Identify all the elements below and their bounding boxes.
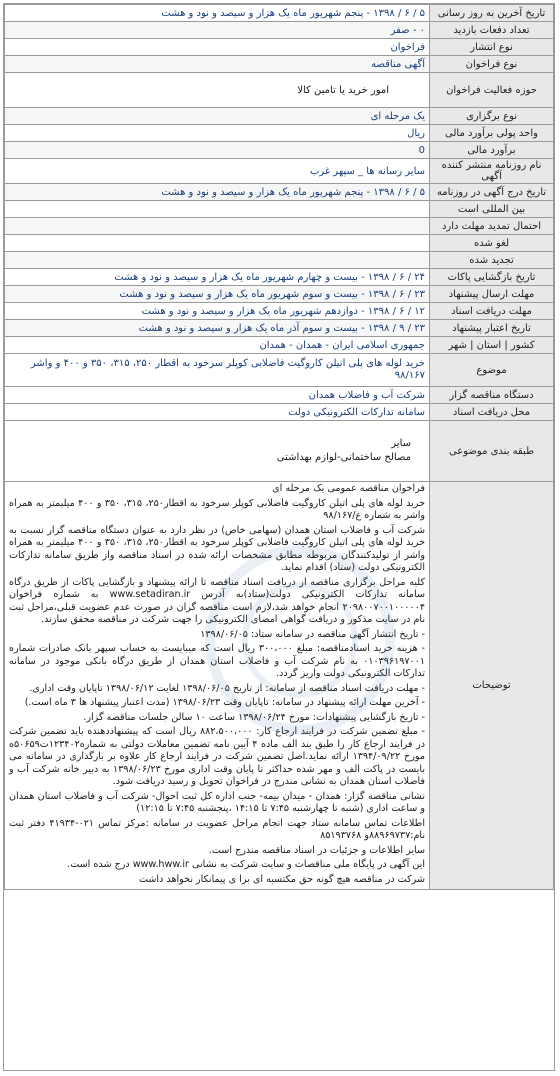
info-row-label: احتمال تمدید مهلت دارد <box>430 218 554 235</box>
info-row <box>5 201 554 218</box>
info-row-label: تاریخ بازگشایی پاکات <box>430 269 554 286</box>
info-row <box>5 39 554 56</box>
info-row-label: کشور | استان | شهر <box>430 337 554 354</box>
category-line-1: سایر <box>391 438 411 449</box>
description-value <box>5 482 430 890</box>
info-row-value: یک مرحله ای <box>5 108 430 125</box>
description-paragraph: شرکت در مناقصه هیچ گونه حق مکتسبه ای برا ی پیمانکار نخواهد داشت <box>138 873 425 885</box>
info-row-label: نام روزنامه منتشر کننده آگهی <box>430 159 554 184</box>
description-paragraph: - تاریخ بازگشایی پیشنهادات: مورخ ۱۳۹۸/۰۶/۲۴ ساعت ۱۰ سالن جلسات مناقصه گزار. <box>83 711 425 723</box>
tender-info-table <box>4 4 554 890</box>
info-row-value <box>5 218 430 235</box>
tender-detail-panel <box>3 3 555 1071</box>
info-row <box>5 252 554 269</box>
description-paragraph: - تاریخ انتشار آگهی مناقصه در سامانه ستاد: ۱۳۹۸/۰۶/۰۵ <box>200 628 425 640</box>
description-label: توضیحات <box>430 482 554 890</box>
info-row-label: واحد پولی برآورد مالی <box>430 125 554 142</box>
document-place-label: محل دریافت اسناد <box>430 404 554 421</box>
info-row <box>5 218 554 235</box>
info-row <box>5 73 554 108</box>
info-row <box>5 56 554 73</box>
row-category <box>5 421 554 482</box>
info-row-label: مهلت ارسال پیشنهاد <box>430 286 554 303</box>
description-paragraph: - هزینه خرید اسنادمناقصه: مبلغ ۳۰۰،۰۰۰ ریال است که میبایست به حساب سپهر بانک صادرات شماره ۰۱۰۳۹۶۱۹۷۰۰۱ به نام شرکت آب و فاضلاب استان همدان از طریق درگاه بانکی موجود در سامانه تدارکات الکترونیکی دولت واریز گردد. <box>9 643 425 679</box>
info-row <box>5 235 554 252</box>
description-paragraph: کلیه مراحل برگزاری مناقصه از دریافت اسناد مناقصه تا ارائه پیشنهاد و بازگشایی پاکات از طریق درگاه سامانه تدارکات الکترونیکی دولت(ستاد)به آدرس www.setadiran.ir به شماره فراخوان ۲۰۹۸۰۰۷۰۰۱۰۰۰۰۰۴ انجام خواهد شد،لازم است مناقصه گران در صورت عدم عضویت قبلی،مراحل ثبت نام در سایت مذکور و دریافت گواهی امضای الکترونیکی را جهت شرکت در مناقصه محقق سازند. <box>9 576 425 625</box>
info-row-value: ۲۳ / ۹ / ۱۳۹۸ - بیست و سوم آذر ماه یک هزار و سیصد و نود و هشت <box>5 320 430 337</box>
info-row-label: نوع فراخوان <box>430 56 554 73</box>
info-row-value <box>5 252 430 269</box>
info-row <box>5 320 554 337</box>
document-place-value: سامانه تدارکات الکترونیکی دولت <box>5 404 430 421</box>
info-row <box>5 159 554 184</box>
info-row-value <box>5 201 430 218</box>
organizer-label: دستگاه مناقصه گزار <box>430 387 554 404</box>
info-row-label: حوزه فعالیت فراخوان <box>430 73 554 108</box>
info-row <box>5 184 554 201</box>
info-row-label: نوع برگزاری <box>430 108 554 125</box>
info-row <box>5 142 554 159</box>
info-row-value: فراخوان <box>5 39 430 56</box>
row-subject <box>5 354 554 387</box>
subject-label: موضوع <box>430 354 554 387</box>
info-row-label: برآورد مالی <box>430 142 554 159</box>
info-row-label: تعداد دفعات بازدید <box>430 22 554 39</box>
info-row <box>5 286 554 303</box>
info-row <box>5 337 554 354</box>
info-row-value: ریال <box>5 125 430 142</box>
info-row-label: تاریخ آخرین به روز رسانی <box>430 5 554 22</box>
info-row-value: سایر رسانه ها _ سپهر غرب <box>5 159 430 184</box>
info-row <box>5 5 554 22</box>
info-row-label: مهلت دریافت اسناد <box>430 303 554 320</box>
description-paragraph: فراخوان مناقصه عمومی یک مرحله ای <box>272 483 425 494</box>
info-rows <box>5 5 554 354</box>
subject-value: خرید لوله های پلی اتیلن کاروگیت فاضلابی کوپلر سرخود به اقطار ۲۵۰، ۳۱۵، ۳۵۰ و ۴۰۰ و واشر ۹۸/۱۶۷ <box>5 354 430 387</box>
description-paragraph: اطلاعات تماس سامانه ستاد جهت انجام مراحل عضویت در سامانه :مرکز تماس ۰۲۱-۴۱۹۳۴ دفتر ثبت نام:۸۸۹۶۹۷۳۷و ۸۵۱۹۳۷۶۸ <box>9 817 425 841</box>
row-document-place <box>5 404 554 421</box>
info-row <box>5 108 554 125</box>
info-row-value: ۰ - صفر <box>5 22 430 39</box>
organizer-value: شرکت آب و فاضلاب همدان <box>5 387 430 404</box>
description-paragraph: سایر اطلاعات و جزئیات در اسناد مناقصه مندرج است. <box>208 844 425 856</box>
info-row <box>5 22 554 39</box>
info-row-label: لغو شده <box>430 235 554 252</box>
info-row-label: تاریخ درج آگهی در روزنامه <box>430 184 554 201</box>
info-row-label: نوع انتشار <box>430 39 554 56</box>
info-row-value: ۵ / ۶ / ۱۳۹۸ - پنجم شهریور ماه یک هزار و سیصد و نود و هشت <box>5 5 430 22</box>
info-row-value: ۵ / ۶ / ۱۳۹۸ - پنجم شهریور ماه یک هزار و سیصد و نود و هشت <box>5 184 430 201</box>
description-paragraph: شرکت آب و فاضلاب استان همدان (سهامی خاص) در نظر دارد به عنوان دستگاه مناقصه گزار نسبت به خرید لوله های پلی اتیلن کاروگیت فاضلابی کوپلر سرخود به اقطار۲۵۰، ۳۱۵، ۳۵۰ و ۴۰۰ میلیمتر به همراه واشر از تولیدکنندگان مربوطه مطابق مشخصات ارائه شده در اسناد مناقصه واز طریق سامانه تدارکات الکترونیکی دولت (ستاد) اقدام نماید. <box>9 524 426 573</box>
row-organizer <box>5 387 554 404</box>
info-row <box>5 269 554 286</box>
row-description <box>5 482 554 890</box>
description-paragraph: این آگهی در پایگاه ملی مناقصات و سایت شرکت به نشانی www.hww.ir درج شده است. <box>67 859 425 870</box>
info-row-value: جمهوری اسلامی ایران - همدان - همدان <box>5 337 430 354</box>
description-paragraph: - مبلغ تضمین شرکت در فرایند ارجاع کار: ۸۸۲،۵۰۰،۰۰۰ ریال است که پیشنهاددهنده باید تضمین شرکت در فرایند ارجاع کار را طبق بند الف ماده ۴ آیین نامه تضمین معاملات دولتی به شماره۱۲۳۴۰۲ت۵۰۶۵۹ه مورخ ۱۳۹۴/۰۹/۲۲ ارائه نماید.اصل تضمین شرکت در فرایند ارجاع کار علاوه بر بارگذاری در سامانه می بایست در پاکت الف و مهر شده حداکثر تا پایان وقت اداری مورخ ۱۳۹۸/۰۶/۲۳ به دبیر خانه شرکت آب و فاضلاب استان همدان به نشانی مندرج در فراخوان تحویل و رسید دریافت شود. <box>9 726 426 787</box>
description-paragraph: - مهلت دریافت اسناد مناقصه از سامانه: از تاریخ ۱۳۹۸/۰۶/۰۵ لغایت ۱۳۹۸/۰۶/۱۲ تاپایان وقت اداری. <box>29 682 425 694</box>
description-paragraph: - آخرین مهلت ارائه پیشنهاد در سامانه: تاپایان وقت ۱۳۹۸/۰۶/۲۳ (مدت اعتبار پیشنهاد ها ۳ ماه است.) <box>24 697 425 708</box>
info-row-value: امور خرید یا تامین کالا <box>5 73 430 108</box>
info-row-value: ۲۴ / ۶ / ۱۳۹۸ - بیست و چهارم شهریور ماه یک هزار و سیصد و نود و هشت <box>5 269 430 286</box>
category-line-2: مصالح ساختمانی-لوازم بهداشتی <box>276 452 411 463</box>
info-row-label: بین المللی است <box>430 201 554 218</box>
info-row-value: 0 <box>5 142 430 159</box>
info-row-value <box>5 235 430 252</box>
info-row <box>5 125 554 142</box>
info-row-value: آگهی مناقصه <box>5 56 430 73</box>
category-label: طبقه بندی موضوعی <box>430 421 554 482</box>
category-value <box>5 421 430 482</box>
description-paragraph: خرید لوله های پلی اتیلن کاروگیت فاضلابی کوپلر سرخود به اقطار۲۵۰، ۳۱۵، ۳۵۰ و ۴۰۰ میلیمتر به همراه واشر به شماره ع/۹۸/۱۶۷ <box>9 497 426 521</box>
info-row-label: تجدید شده <box>430 252 554 269</box>
info-row-value: ۲۳ / ۶ / ۱۳۹۸ - بیست و سوم شهریور ماه یک هزار و سیصد و نود و هشت <box>5 286 430 303</box>
info-row-label: تاریخ اعتبار پیشنهاد <box>430 320 554 337</box>
info-row <box>5 303 554 320</box>
info-row-value: ۱۲ / ۶ / ۱۳۹۸ - دوازدهم شهریور ماه یک هزار و سیصد و نود و هشت <box>5 303 430 320</box>
description-paragraph: نشانی مناقصه گزار: همدان - میدان بیمه- جنب اداره کل ثبت احوال- شرکت آب و فاضلاب استان همدان و ساعت اداری (شنبه تا چهارشنبه ۷:۴۵ تا ۱۴:۱۵ ،پنجشنبه ۷:۴۵ تا ۱۲:۱۵) <box>9 790 425 814</box>
